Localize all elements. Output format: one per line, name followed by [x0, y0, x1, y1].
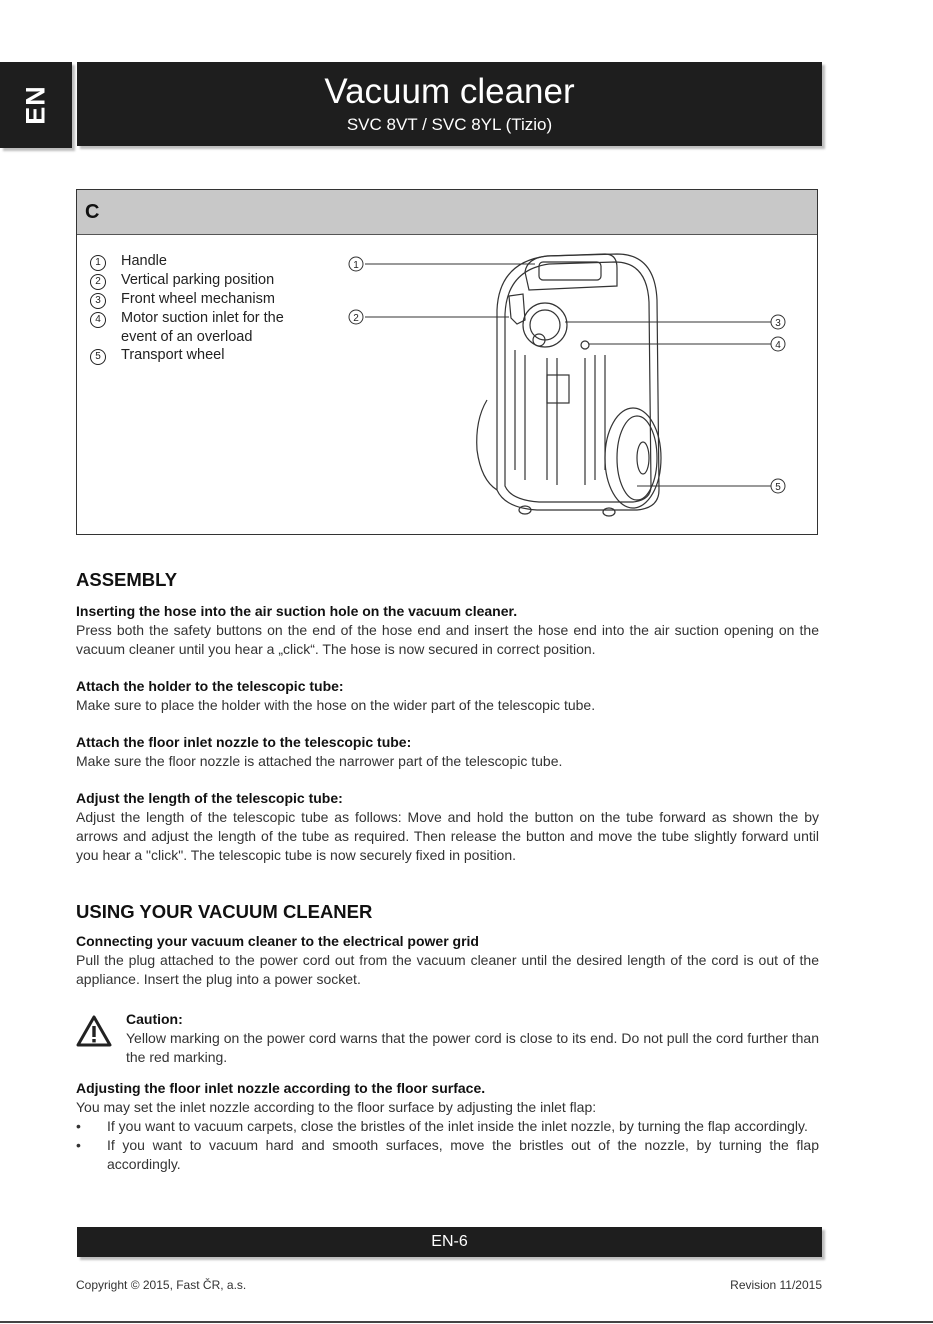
legend-text: Handle — [121, 253, 167, 269]
page-subtitle: SVC 8VT / SVC 8YL (Tizio) — [346, 115, 553, 134]
legend-text: Transport wheel — [121, 347, 225, 364]
callout-4-number: 4 — [775, 340, 781, 351]
callout-1-number: 1 — [353, 260, 359, 271]
language-tab — [0, 62, 72, 148]
list-item: • If you want to vacuum carpets, close the bristles of the inlet inside the inlet nozzle, by turning the flap accordingly. — [76, 1118, 808, 1134]
section-text: Pull the plug attached to the power cord out from the vacuum cleaner until the desired length of the cord is out of the appliance. Insert the plug into a power socket. — [76, 952, 819, 987]
revision-text: Revision 11/2015 — [730, 1278, 822, 1292]
warning-icon — [76, 1015, 112, 1047]
section-text: Adjust the length of the telescopic tube as follows: Move and hold the button on the tube forward as shown the by arrows and adjust the length of the tube as required. Then release the button and move the tube slightly forward until you hear a "click". The telescopic tube is now securely fixed in position. — [76, 809, 819, 863]
section-title: Adjusting the floor inlet nozzle according to the floor surface. — [76, 1080, 486, 1096]
list-item-text: If you want to vacuum hard and smooth surfaces, move the bristles out of the nozzle, by turning the flap accordingly. — [107, 1137, 819, 1172]
section-title: Attach the floor inlet nozzle to the telescopic tube: — [76, 734, 412, 750]
callout-5-number: 5 — [775, 482, 781, 493]
page-header — [77, 62, 822, 146]
section-title: Adjust the length of the telescopic tube: — [76, 790, 343, 806]
section-text: Make sure the floor nozzle is attached the narrower part of the telescopic tube. — [76, 753, 563, 769]
section-title: Connecting your vacuum cleaner to the electrical power grid — [76, 933, 479, 949]
callout-2-number: 2 — [353, 313, 359, 324]
copyright-text: Copyright © 2015, Fast ČR, a.s. — [76, 1278, 247, 1292]
figure-box — [76, 189, 818, 535]
section-text: You may set the inlet nozzle according to the floor surface by adjusting the inlet flap: — [76, 1099, 597, 1115]
section-text: Make sure to place the holder with the hose on the wider part of the telescopic tube. — [76, 697, 596, 713]
caution-text: Yellow marking on the power cord warns that the power cord is close to its end. Do not pull the cord further than the red marking. — [126, 1030, 819, 1065]
legend-text: Motor suction inlet for the event of an overload — [121, 310, 284, 345]
using-heading: USING YOUR VACUUM CLEANER — [76, 901, 373, 922]
list-item-text: If you want to vacuum carpets, close the bristles of the inlet inside the inlet nozzle, by turning the flap accordingly. — [107, 1118, 808, 1134]
legend-number: 2 — [90, 274, 106, 290]
legend-number: 5 — [90, 349, 106, 365]
page-number: EN-6 — [431, 1233, 468, 1250]
vacuum-cleaner-drawing — [77, 190, 817, 534]
bullet-list — [76, 1117, 819, 1174]
caution-title: Caution: — [126, 1011, 183, 1027]
section-title: Inserting the hose into the air suction hole on the vacuum cleaner. — [76, 603, 518, 619]
section-text: Press both the safety buttons on the end of the hose end and insert the hose end into the air suction opening on the vacuum cleaner until you hear a „click“. The hose is now secured in correct position. — [76, 622, 819, 657]
assembly-heading: ASSEMBLY — [76, 569, 178, 590]
legend-number: 3 — [90, 293, 106, 309]
page-title: Vacuum cleaner — [324, 72, 575, 111]
page-number-bar — [77, 1227, 822, 1257]
language-code: EN — [20, 85, 51, 125]
legend-number: 4 — [90, 312, 106, 328]
legend-text: Vertical parking position — [121, 272, 275, 288]
legend-number: 1 — [90, 255, 106, 271]
main-content — [76, 568, 819, 1174]
callout-3-number: 3 — [775, 318, 781, 329]
list-item: • If you want to vacuum hard and smooth surfaces, move the bristles out of the nozzle, by turning the flap accordingly. — [76, 1137, 819, 1172]
legend-text: Front wheel mechanism — [121, 291, 275, 307]
figure-label: C — [85, 201, 100, 223]
bottom-rule — [0, 1321, 933, 1323]
caution-box — [76, 1010, 819, 1067]
section-title: Attach the holder to the telescopic tube: — [76, 678, 344, 694]
